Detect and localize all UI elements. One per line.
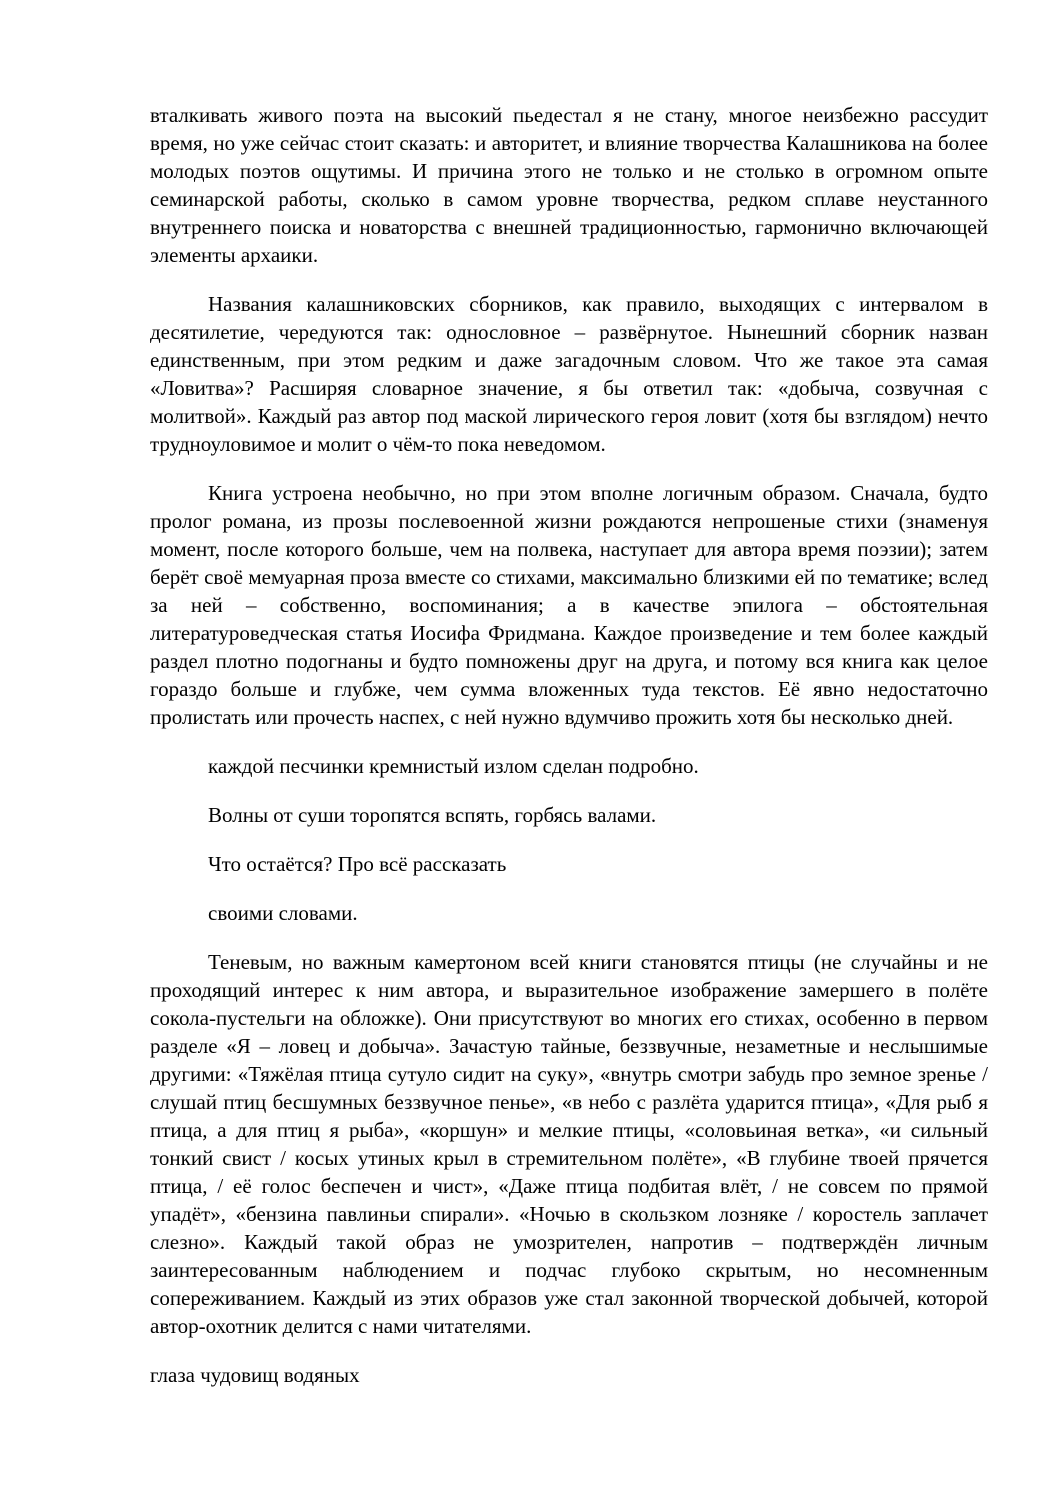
text-body — [150, 101, 988, 1389]
quote-line-1: каждой песчинки кремнистый излом сделан подробно. — [208, 754, 699, 778]
paragraph-collection-titles: Названия калашниковских сборников, как правило, выходящих с интервалом в десятилетие, чередуются так: однословное – развёрнутое. Нынешний сборник назван единственным, при этом редким и даже загадочным словом. Что же такое эта самая «Ловитва»? Расширяя словарное значение, я бы ответил так: «добыча, созвучная с молитвой». Каждый раз автор под маской лирического героя ловит (хотя бы взглядом) нечто трудноуловимое и молит о чём-то пока неведомом. — [150, 292, 988, 456]
paragraph-closing-verse-line: глаза чудовищ водяных — [150, 1363, 360, 1387]
quote-line-2: Волны от суши торопятся вспять, горбясь валами. — [208, 803, 657, 827]
quote-line-3: Что остаётся? Про всё рассказать — [208, 852, 507, 876]
quote-line-4: своими словами. — [208, 901, 358, 925]
paragraph-continuation: вталкивать живого поэта на высокий пьедестал я не стану, многое неизбежно рассудит время, но уже сейчас стоит сказать: и авторитет, и влияние творчества Калашникова на более молодых поэтов ощутимы. И причина этого не только и не столько в огромном опыте семинарской работы, сколько в самом уровне творчества, редком сплаве неустанного внутреннего поиска и новаторства с внешней традиционностью, гармонично включающей элементы архаики. — [150, 103, 988, 267]
paragraph-birds-theme: Теневым, но важным камертоном всей книги становятся птицы (не случайны и не проходящий интерес к ним автора, и выразительное изображение замершего в полёте сокола-пустельги на обложке). Они присутствуют во многих его стихах, особенно в первом разделе «Я – ловец и добыча». Зачастую тайные, беззвучные, незаметные и неслышимые другими: «Тяжёлая птица сутуло сидит на суку», «внутрь смотри забудь про земное зренье / слушай птиц бесшумных беззвучное пенье», «в небо с разлёта ударится птица», «Для рыб я птица, а для птиц я рыба», «коршун» и мелкие птицы, «соловьиная ветка», «и сильный тонкий свист / косых утиных крыл в стремительном полёте», «В глубине твоей прячется птица, / её голос беспечен и чист», «Даже птица подбитая влёт, / не совсем по прямой упадёт», «бензина павлиньи спирали». «Ночью в скользком лозняке / коростель заплачет слезно». Каждый такой образ не умозрителен, напротив – подтверждён личным заинтересованным наблюдением и подчас глубоко скрытым, но несомненным сопереживанием. Каждый из этих образов уже стал законной творческой добычей, которой автор-охотник делится с нами читателями. — [150, 950, 988, 1338]
paragraph-book-structure: Книга устроена необычно, но при этом вполне логичным образом. Сначала, будто пролог романа, из прозы послевоенной жизни рождаются непрошеные стихи (знаменуя момент, после которого больше, чем на полвека, наступает для автора время поэзии); затем берёт своё мемуарная проза вместе со стихами, максимально близкими ей по тематике; вслед за ней – собственно, воспоминания; а в качестве эпилога – обстоятельная литературоведческая статья Иосифа Фридмана. Каждое произведение и тем более каждый раздел плотно подогнаны и будто помножены друг на друга, и потому вся книга как целое гораздо больше и глубже, чем сумма вложенных туда текстов. Её явно недостаточно пролистать или прочесть наспех, с ней нужно вдумчиво прожить хотя бы несколько дней. — [150, 481, 988, 729]
